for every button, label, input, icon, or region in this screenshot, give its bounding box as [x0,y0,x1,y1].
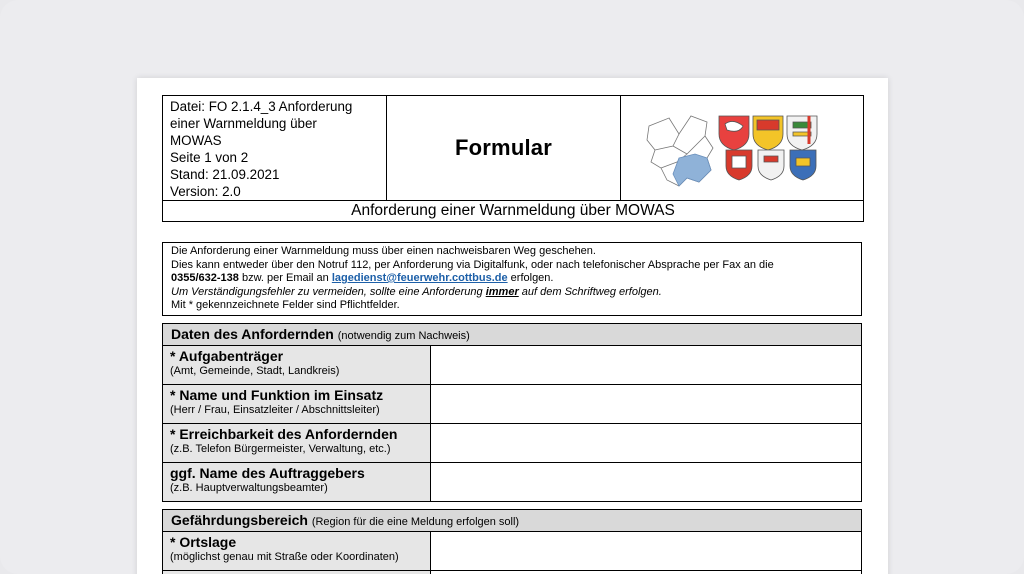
form-row [163,424,861,463]
form-row [163,532,861,571]
form-title: Formular [387,96,621,200]
fax-number: 0355/632-138 [171,272,239,284]
section-hint: (notwendig zum Nachweis) [337,330,470,342]
note-suffix: auf dem Schriftweg erfolgen. [518,285,662,298]
note-prefix: Um Verständigungsfehler zu vermeiden, sollte eine Anforderung [171,285,486,298]
field-label [163,424,431,462]
form-row [163,346,861,385]
form-row [163,463,861,501]
section-requester [162,323,862,502]
meta-line: Stand: 21.09.2021 [170,167,280,182]
field-label [163,532,431,570]
section-title: Daten des Anfordernden [171,326,334,342]
required-note: Mit * gekennzeichnete Felder sind Pflichtfelder. [171,299,400,311]
section-title: Gefährdungsbereich [171,512,308,528]
section-heading [163,324,861,346]
form-subtitle: Anforderung einer Warnmeldung über MOWAS [351,202,675,219]
field-title: * Aufgabenträger [170,348,284,364]
field-hint: (z.B. Hauptverwaltungsbeamter) [170,482,328,494]
document-page [137,78,888,574]
note-line [171,286,853,300]
field-label [163,385,431,423]
email-prefix: bzw. per Email an [238,272,332,284]
section-heading [163,510,861,532]
field-title: * Name und Funktion im Einsatz [170,387,384,403]
instructions-line: Dies kann entweder über den Notruf 112, per Anforderung via Digitalfunk, oder nach telefonischer Absprache per Fax an die [171,258,774,271]
email-link[interactable]: lagedienst@feuerwehr.cottbus.de [331,272,508,284]
meta-line: Seite 1 von 2 [170,150,249,165]
ortslage-field[interactable] [431,532,861,570]
field-title: ggf. Name des Auftraggebers [170,465,365,481]
meta-line: MOWAS [170,133,222,148]
form-row [163,385,861,424]
auftraggeber-field[interactable] [431,463,861,501]
field-hint: (Herr / Frau, Einsatzleiter / Abschnittsleiter) [170,404,380,416]
section-hint: (Region für die eine Meldung erfolgen soll) [311,516,520,528]
section-hazard-area [162,509,862,574]
field-label [163,346,431,384]
field-title: * Ortslage [170,534,237,550]
district-map-icon [621,96,821,200]
erreichbarkeit-field[interactable] [431,424,861,462]
aufgabentraeger-field[interactable] [431,346,861,384]
field-hint: (möglichst genau mit Straße oder Koordinaten) [170,551,399,563]
meta-line: Version: 2.0 [170,184,241,199]
name-funktion-field[interactable] [431,385,861,423]
note-emphasis: immer [485,285,519,298]
field-label [163,463,431,501]
email-suffix: erfolgen. [507,272,554,284]
instructions-box [162,242,862,316]
file-meta [163,96,387,200]
instructions-line: Die Anforderung einer Warnmeldung muss über einen nachweisbaren Weg geschehen. [171,245,596,257]
field-hint: (z.B. Telefon Bürgermeister, Verwaltung, etc.) [170,443,391,455]
form-header [162,95,864,222]
field-hint: (Amt, Gemeinde, Stadt, Landkreis) [170,365,340,377]
region-logo [621,96,863,200]
meta-line: einer Warnmeldung über [170,116,317,131]
contact-line [171,272,853,286]
field-title: * Erreichbarkeit des Anfordernden [170,426,398,442]
meta-line: Datei: FO 2.1.4_3 Anforderung [170,99,353,114]
